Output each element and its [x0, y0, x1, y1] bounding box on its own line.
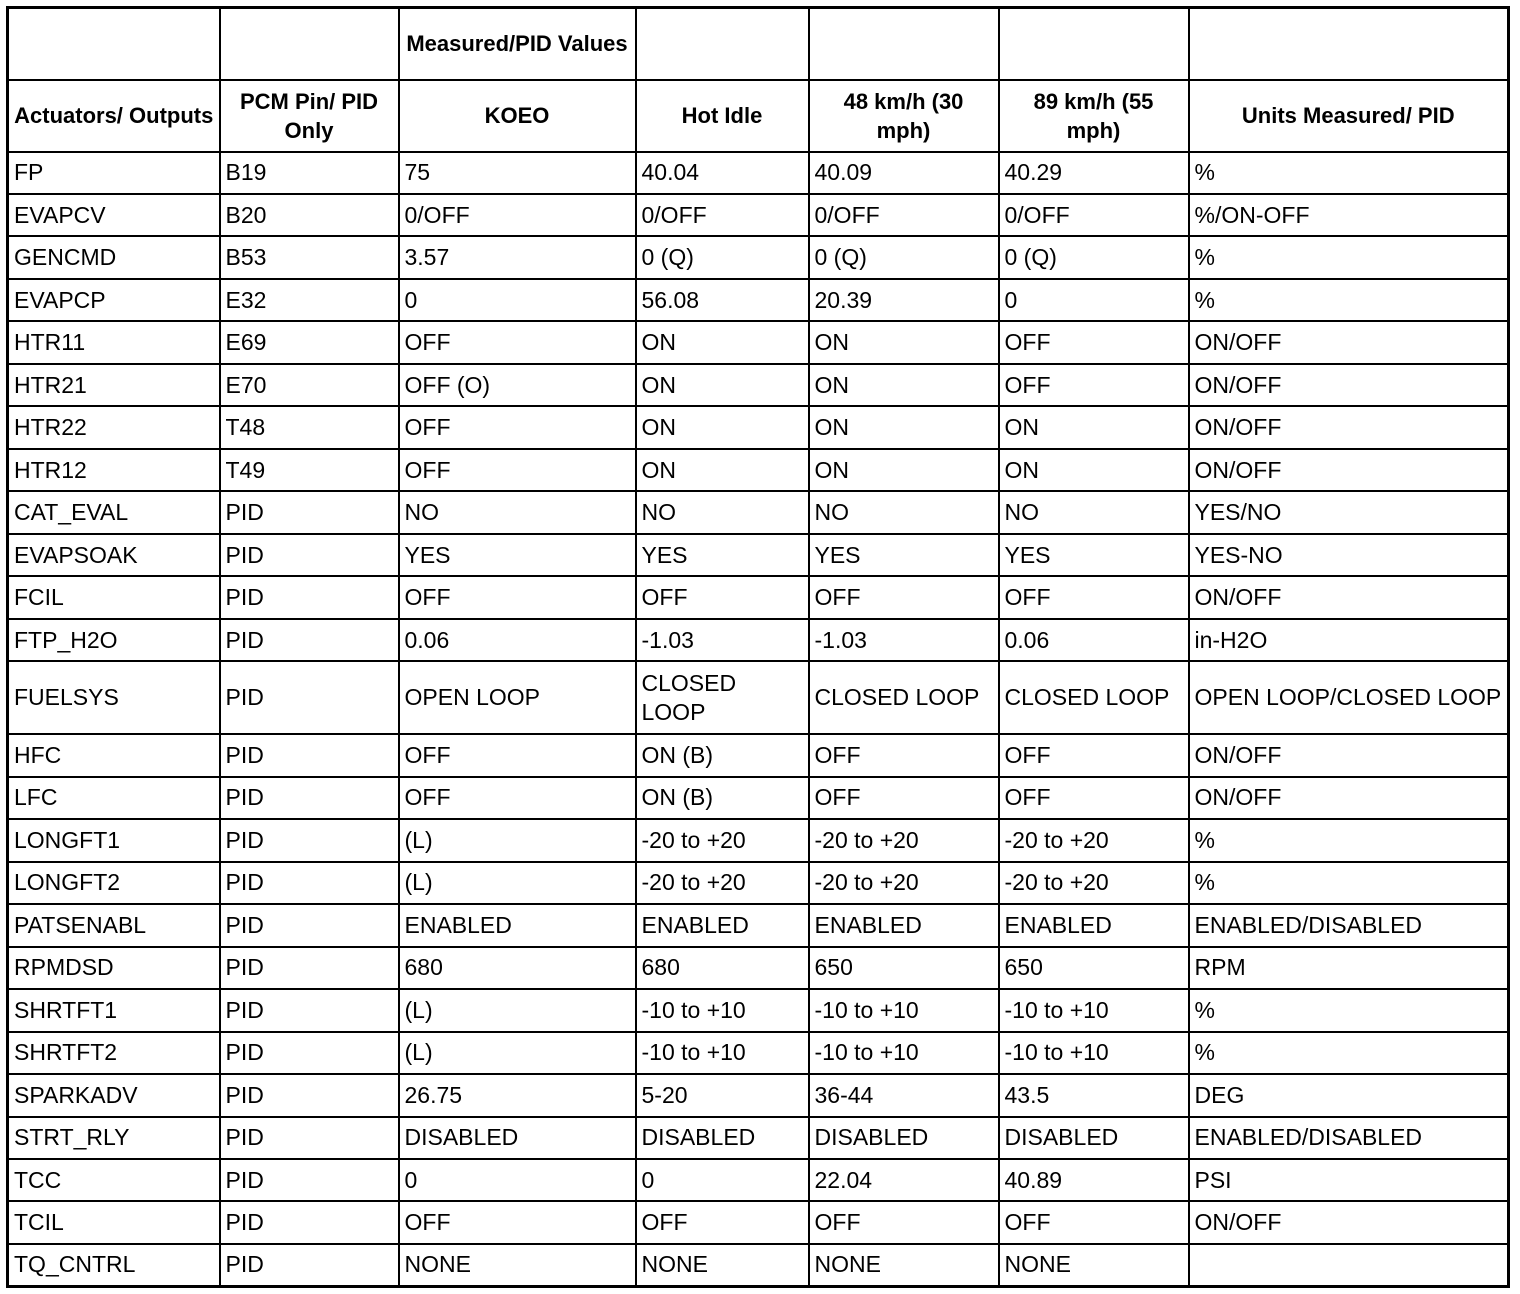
cell-89kmh: YES [999, 534, 1189, 576]
cell-units: ON/OFF [1189, 1201, 1509, 1243]
cell-48kmh: 0 (Q) [809, 236, 999, 278]
header-blank-cell [1189, 8, 1509, 80]
cell-actuator: HTR12 [8, 449, 220, 491]
cell-units: % [1189, 1032, 1509, 1074]
cell-actuator: SHRTFT1 [8, 989, 220, 1031]
cell-hot-idle: ON [636, 321, 809, 363]
cell-actuator: EVAPCP [8, 279, 220, 321]
cell-pcm-pin: PID [220, 862, 399, 904]
cell-actuator: LFC [8, 777, 220, 819]
cell-hot-idle: ON [636, 449, 809, 491]
cell-actuator: EVAPCV [8, 194, 220, 236]
cell-48kmh: 22.04 [809, 1159, 999, 1201]
cell-89kmh: 0 [999, 279, 1189, 321]
cell-pcm-pin: PID [220, 1201, 399, 1243]
cell-48kmh: -10 to +10 [809, 1032, 999, 1074]
cell-pcm-pin: B20 [220, 194, 399, 236]
cell-48kmh: OFF [809, 777, 999, 819]
cell-koeo: OPEN LOOP [399, 661, 636, 734]
cell-89kmh: -10 to +10 [999, 989, 1189, 1031]
cell-units: ON/OFF [1189, 576, 1509, 618]
cell-48kmh: ON [809, 321, 999, 363]
cell-89kmh: 650 [999, 947, 1189, 989]
cell-units: OPEN LOOP/CLOSED LOOP [1189, 661, 1509, 734]
cell-pcm-pin: PID [220, 1032, 399, 1074]
cell-koeo: ENABLED [399, 904, 636, 946]
cell-koeo: OFF [399, 449, 636, 491]
cell-89kmh: ON [999, 406, 1189, 448]
cell-89kmh: 0 (Q) [999, 236, 1189, 278]
cell-units: % [1189, 989, 1509, 1031]
cell-actuator: FCIL [8, 576, 220, 618]
cell-actuator: HTR11 [8, 321, 220, 363]
cell-hot-idle: OFF [636, 576, 809, 618]
cell-units: DEG [1189, 1074, 1509, 1116]
cell-hot-idle: -1.03 [636, 619, 809, 661]
cell-hot-idle: -20 to +20 [636, 862, 809, 904]
table-row [8, 989, 1509, 1031]
cell-pcm-pin: B53 [220, 236, 399, 278]
cell-actuator: PATSENABL [8, 904, 220, 946]
cell-koeo: NONE [399, 1244, 636, 1287]
cell-actuator: LONGFT2 [8, 862, 220, 904]
cell-koeo: 0 [399, 1159, 636, 1201]
cell-koeo: NO [399, 491, 636, 533]
header-blank-cell [636, 8, 809, 80]
cell-koeo: 0/OFF [399, 194, 636, 236]
cell-pcm-pin: PID [220, 734, 399, 776]
cell-units: ON/OFF [1189, 364, 1509, 406]
cell-48kmh: -10 to +10 [809, 989, 999, 1031]
cell-48kmh: ON [809, 406, 999, 448]
cell-pcm-pin: T48 [220, 406, 399, 448]
cell-48kmh: YES [809, 534, 999, 576]
cell-actuator: HTR21 [8, 364, 220, 406]
table-row [8, 904, 1509, 946]
table-row [8, 862, 1509, 904]
measured-pid-values-header: Measured/PID Values [399, 8, 636, 80]
cell-units: ENABLED/DISABLED [1189, 1117, 1509, 1159]
cell-48kmh: OFF [809, 576, 999, 618]
table-row [8, 321, 1509, 363]
cell-koeo: (L) [399, 989, 636, 1031]
cell-hot-idle: ON [636, 364, 809, 406]
table-row [8, 777, 1509, 819]
pid-reference-table [6, 6, 1510, 1288]
cell-units: ENABLED/DISABLED [1189, 904, 1509, 946]
table-row [8, 194, 1509, 236]
cell-89kmh: NO [999, 491, 1189, 533]
cell-units: RPM [1189, 947, 1509, 989]
table-row [8, 364, 1509, 406]
cell-koeo: OFF [399, 576, 636, 618]
cell-hot-idle: -10 to +10 [636, 989, 809, 1031]
table-row [8, 661, 1509, 734]
table-row [8, 152, 1509, 194]
cell-89kmh: CLOSED LOOP [999, 661, 1189, 734]
cell-hot-idle: OFF [636, 1201, 809, 1243]
cell-hot-idle: DISABLED [636, 1117, 809, 1159]
table-row [8, 279, 1509, 321]
cell-48kmh: CLOSED LOOP [809, 661, 999, 734]
cell-koeo: (L) [399, 862, 636, 904]
cell-actuator: GENCMD [8, 236, 220, 278]
cell-koeo: OFF [399, 406, 636, 448]
table-row [8, 534, 1509, 576]
cell-hot-idle: 680 [636, 947, 809, 989]
cell-hot-idle: NONE [636, 1244, 809, 1287]
cell-actuator: TQ_CNTRL [8, 1244, 220, 1287]
cell-48kmh: 0/OFF [809, 194, 999, 236]
cell-pcm-pin: T49 [220, 449, 399, 491]
cell-48kmh: 36-44 [809, 1074, 999, 1116]
cell-actuator: STRT_RLY [8, 1117, 220, 1159]
cell-koeo: YES [399, 534, 636, 576]
column-header-89kmh: 89 km/h (55 mph) [999, 80, 1189, 152]
cell-89kmh: -10 to +10 [999, 1032, 1189, 1074]
column-header-48kmh: 48 km/h (30 mph) [809, 80, 999, 152]
cell-89kmh: OFF [999, 777, 1189, 819]
table-row [8, 1074, 1509, 1116]
column-header-pcm-pin: PCM Pin/ PID Only [220, 80, 399, 152]
cell-48kmh: DISABLED [809, 1117, 999, 1159]
column-header-koeo: KOEO [399, 80, 636, 152]
cell-hot-idle: 0/OFF [636, 194, 809, 236]
table-row [8, 619, 1509, 661]
cell-89kmh: -20 to +20 [999, 862, 1189, 904]
cell-89kmh: OFF [999, 576, 1189, 618]
table-row [8, 236, 1509, 278]
cell-hot-idle: 0 (Q) [636, 236, 809, 278]
cell-pcm-pin: PID [220, 576, 399, 618]
cell-actuator: CAT_EVAL [8, 491, 220, 533]
cell-hot-idle: ON (B) [636, 734, 809, 776]
cell-89kmh: DISABLED [999, 1117, 1189, 1159]
cell-actuator: TCC [8, 1159, 220, 1201]
cell-pcm-pin: PID [220, 989, 399, 1031]
cell-koeo: 26.75 [399, 1074, 636, 1116]
cell-89kmh: OFF [999, 1201, 1189, 1243]
cell-48kmh: -1.03 [809, 619, 999, 661]
cell-48kmh: NO [809, 491, 999, 533]
cell-48kmh: ON [809, 449, 999, 491]
header-blank-cell [220, 8, 399, 80]
cell-koeo: (L) [399, 1032, 636, 1074]
cell-pcm-pin: PID [220, 619, 399, 661]
header-blank-cell [8, 8, 220, 80]
cell-pcm-pin: PID [220, 1117, 399, 1159]
cell-pcm-pin: PID [220, 491, 399, 533]
header-group-row [8, 8, 1509, 80]
table-row [8, 1032, 1509, 1074]
cell-pcm-pin: PID [220, 904, 399, 946]
cell-48kmh: ON [809, 364, 999, 406]
cell-koeo: (L) [399, 819, 636, 861]
cell-units: % [1189, 236, 1509, 278]
cell-48kmh: ENABLED [809, 904, 999, 946]
cell-koeo: 0 [399, 279, 636, 321]
cell-48kmh: 20.39 [809, 279, 999, 321]
cell-pcm-pin: PID [220, 534, 399, 576]
cell-89kmh: 43.5 [999, 1074, 1189, 1116]
table-row [8, 449, 1509, 491]
cell-koeo: OFF [399, 1201, 636, 1243]
cell-hot-idle: YES [636, 534, 809, 576]
cell-89kmh: 0/OFF [999, 194, 1189, 236]
cell-koeo: OFF [399, 734, 636, 776]
cell-actuator: FUELSYS [8, 661, 220, 734]
cell-actuator: HTR22 [8, 406, 220, 448]
cell-units: %/ON-OFF [1189, 194, 1509, 236]
cell-actuator: EVAPSOAK [8, 534, 220, 576]
cell-89kmh: 0.06 [999, 619, 1189, 661]
cell-koeo: 680 [399, 947, 636, 989]
cell-hot-idle: -20 to +20 [636, 819, 809, 861]
column-header-units: Units Measured/ PID [1189, 80, 1509, 152]
cell-units: % [1189, 819, 1509, 861]
cell-actuator: RPMDSD [8, 947, 220, 989]
cell-48kmh: -20 to +20 [809, 862, 999, 904]
table-row [8, 1117, 1509, 1159]
cell-89kmh: 40.89 [999, 1159, 1189, 1201]
cell-units: PSI [1189, 1159, 1509, 1201]
cell-pcm-pin: E69 [220, 321, 399, 363]
cell-units: ON/OFF [1189, 449, 1509, 491]
cell-89kmh: ON [999, 449, 1189, 491]
cell-hot-idle: 5-20 [636, 1074, 809, 1116]
header-blank-cell [999, 8, 1189, 80]
cell-pcm-pin: B19 [220, 152, 399, 194]
table-row [8, 406, 1509, 448]
cell-pcm-pin: PID [220, 1074, 399, 1116]
cell-units: % [1189, 279, 1509, 321]
cell-units: % [1189, 862, 1509, 904]
cell-pcm-pin: PID [220, 947, 399, 989]
table-row [8, 947, 1509, 989]
column-header-hot-idle: Hot Idle [636, 80, 809, 152]
table-row [8, 491, 1509, 533]
cell-89kmh: OFF [999, 734, 1189, 776]
cell-units: ON/OFF [1189, 406, 1509, 448]
cell-hot-idle: NO [636, 491, 809, 533]
cell-89kmh: OFF [999, 321, 1189, 363]
cell-pcm-pin: PID [220, 661, 399, 734]
header-blank-cell [809, 8, 999, 80]
cell-units: ON/OFF [1189, 734, 1509, 776]
column-header-actuators: Actuators/ Outputs [8, 80, 220, 152]
cell-koeo: 0.06 [399, 619, 636, 661]
table-row [8, 819, 1509, 861]
cell-89kmh: ENABLED [999, 904, 1189, 946]
cell-units: ON/OFF [1189, 321, 1509, 363]
cell-pcm-pin: E70 [220, 364, 399, 406]
cell-units: in-H2O [1189, 619, 1509, 661]
cell-pcm-pin: PID [220, 819, 399, 861]
cell-pcm-pin: PID [220, 1244, 399, 1287]
table-row [8, 1244, 1509, 1287]
cell-actuator: HFC [8, 734, 220, 776]
cell-hot-idle: ON [636, 406, 809, 448]
cell-actuator: FTP_H2O [8, 619, 220, 661]
cell-89kmh: OFF [999, 364, 1189, 406]
cell-89kmh: NONE [999, 1244, 1189, 1287]
cell-koeo: 3.57 [399, 236, 636, 278]
cell-48kmh: -20 to +20 [809, 819, 999, 861]
cell-koeo: OFF [399, 777, 636, 819]
cell-units: ON/OFF [1189, 777, 1509, 819]
cell-hot-idle: ON (B) [636, 777, 809, 819]
cell-hot-idle: 0 [636, 1159, 809, 1201]
cell-units: YES/NO [1189, 491, 1509, 533]
cell-koeo: DISABLED [399, 1117, 636, 1159]
cell-hot-idle: 56.08 [636, 279, 809, 321]
table-row [8, 1201, 1509, 1243]
cell-koeo: OFF (O) [399, 364, 636, 406]
cell-48kmh: OFF [809, 1201, 999, 1243]
cell-hot-idle: CLOSED LOOP [636, 661, 809, 734]
cell-48kmh: NONE [809, 1244, 999, 1287]
cell-48kmh: OFF [809, 734, 999, 776]
cell-units: YES-NO [1189, 534, 1509, 576]
cell-pcm-pin: PID [220, 777, 399, 819]
table-row [8, 734, 1509, 776]
cell-actuator: TCIL [8, 1201, 220, 1243]
cell-hot-idle: 40.04 [636, 152, 809, 194]
cell-actuator: LONGFT1 [8, 819, 220, 861]
cell-48kmh: 650 [809, 947, 999, 989]
cell-48kmh: 40.09 [809, 152, 999, 194]
table-row [8, 576, 1509, 618]
cell-pcm-pin: PID [220, 1159, 399, 1201]
cell-actuator: FP [8, 152, 220, 194]
cell-actuator: SPARKADV [8, 1074, 220, 1116]
cell-units [1189, 1244, 1509, 1287]
cell-89kmh: -20 to +20 [999, 819, 1189, 861]
header-column-row [8, 80, 1509, 152]
cell-units: % [1189, 152, 1509, 194]
cell-koeo: 75 [399, 152, 636, 194]
cell-koeo: OFF [399, 321, 636, 363]
cell-actuator: SHRTFT2 [8, 1032, 220, 1074]
cell-hot-idle: -10 to +10 [636, 1032, 809, 1074]
cell-pcm-pin: E32 [220, 279, 399, 321]
cell-89kmh: 40.29 [999, 152, 1189, 194]
table-row [8, 1159, 1509, 1201]
cell-hot-idle: ENABLED [636, 904, 809, 946]
